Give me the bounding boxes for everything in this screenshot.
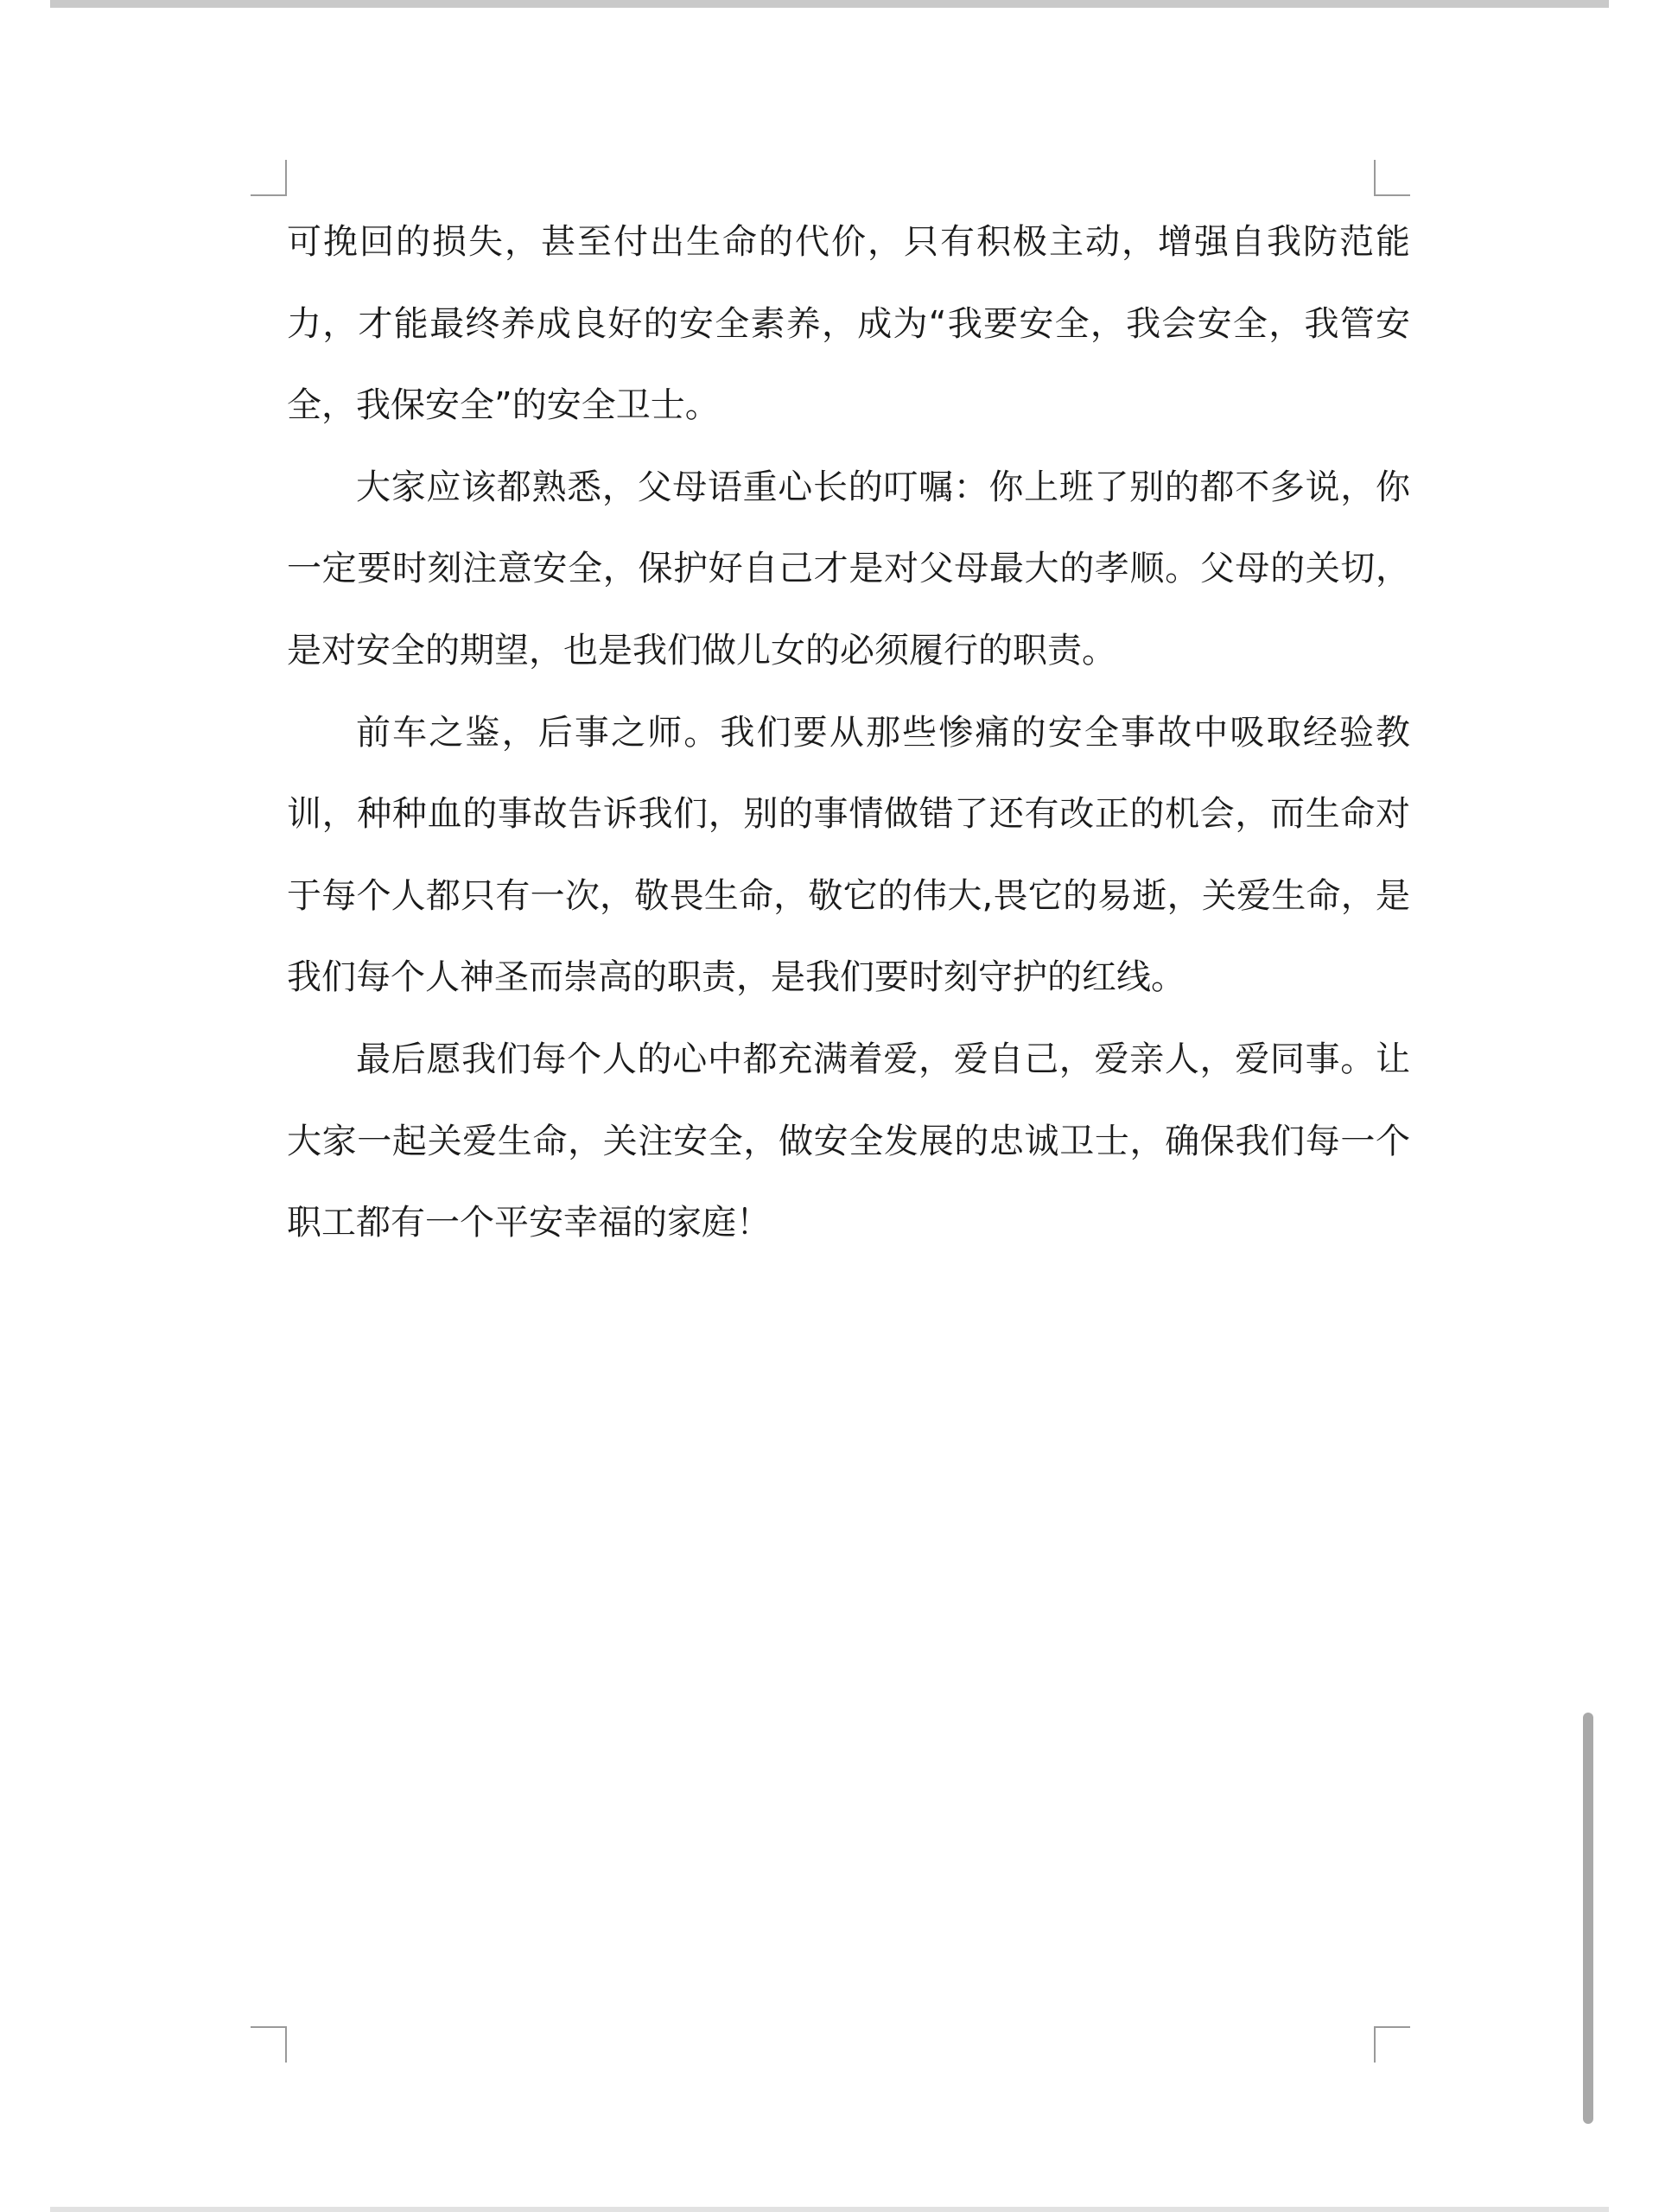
paragraph: 大家应该都熟悉，父母语重心长的叮嘱：你上班了别的都不多说，你一定要时刻注意安全，保护好自己才是对父母最大的孝顺。父母的关切，是对安全的期望，也是我们做儿女的必须履行的职责。 bbox=[287, 467, 1410, 671]
vertical-scrollbar-thumb[interactable] bbox=[1583, 1713, 1593, 2124]
paragraph: 最后愿我们每个人的心中都充满着爱，爱自己，爱亲人，爱同事。让大家一起关爱生命，关注安全，做安全发展的忠诚卫士，确保我们每一个职工都有一个平安幸福的家庭！ bbox=[287, 1039, 1410, 1243]
crop-mark-top-left bbox=[251, 160, 287, 196]
document-page[interactable] bbox=[50, 8, 1609, 2207]
paragraph: 可挽回的损失，甚至付出生命的代价，只有积极主动，增强自我防范能力，才能最终养成良好的安全素养，成为“我要安全，我会安全，我管安全，我保安全”的安全卫士。 bbox=[287, 222, 1410, 426]
previous-page-edge bbox=[50, 0, 1609, 8]
paragraph: 前车之鉴，后事之师。我们要从那些惨痛的安全事故中吸取经验教训，种种血的事故告诉我们，别的事情做错了还有改正的机会，而生命对于每个人都只有一次，敬畏生命，敬它的伟大,畏它的易逝，关爱生命，是我们每个人神圣而崇高的职责，是我们要时刻守护的红线。 bbox=[287, 712, 1410, 998]
crop-mark-bottom-left bbox=[251, 2026, 287, 2063]
crop-mark-top-right bbox=[1374, 160, 1410, 196]
crop-mark-bottom-right bbox=[1374, 2026, 1410, 2063]
next-page-edge bbox=[50, 2207, 1609, 2212]
document-body[interactable] bbox=[287, 201, 1410, 1264]
